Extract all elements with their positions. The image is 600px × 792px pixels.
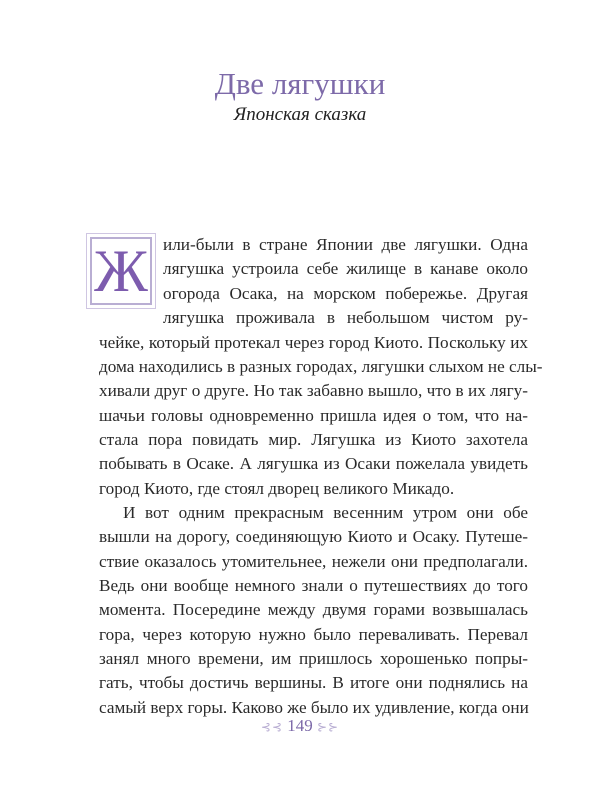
page-footer xyxy=(0,716,600,736)
drop-cap: Ж xyxy=(90,237,152,305)
text-line: стала пора повидать мир. Лягушка из Киото захотела xyxy=(99,430,528,449)
chapter-title: Две лягушки xyxy=(214,66,386,101)
text-line: хивали друг о друге. Но так забавно вышло, что в их лягу- xyxy=(99,381,528,400)
text-line: чейке, который протекал через город Киото. Поскольку их xyxy=(99,333,528,352)
text-line: шачьи головы одновременно пришла идея о том, что на- xyxy=(99,406,528,425)
text-line: гора, через которую нужно было переваливать. Перевал xyxy=(99,625,528,644)
page-number: 149 xyxy=(287,716,313,735)
text-line: или-были в стране Японии две лягушки. Одна xyxy=(163,235,528,254)
ornament-right-icon: ⊱⊱ xyxy=(317,720,340,734)
text-line: занял много времени, им пришлось хорошенько попры- xyxy=(99,649,528,668)
text-line: Ведь они вообще немного знали о путешествиях до того xyxy=(99,576,528,595)
text-line: гать, чтобы достичь вершины. В итоге они поднялись на xyxy=(99,673,528,692)
text-line: лягушка устроила себе жилище в канаве около xyxy=(163,259,528,278)
text-line: дома находились в разных городах, лягушки слыхом не слы- xyxy=(99,357,543,376)
text-line: И вот одним прекрасным весенним утром они обе xyxy=(123,503,528,522)
text-line: лягушка проживала в небольшом чистом ру- xyxy=(163,308,528,327)
text-line: момента. Посередине между двумя горами возвышалась xyxy=(99,600,528,619)
text-line: огорода Осака, на морском побережье. Другая xyxy=(163,284,528,303)
text-line: город Киото, где стоял дворец великого Микадо. xyxy=(99,479,455,498)
chapter-subtitle: Японская сказка xyxy=(233,104,367,125)
text-line: вышли на дорогу, соединяющую Киото и Осаку. Путеше- xyxy=(99,527,528,546)
text-line: побывать в Осаке. А лягушка из Осаки пожелала увидеть xyxy=(99,454,528,473)
ornament-left-icon: ⊰⊰ xyxy=(260,720,283,734)
text-line: ствие оказалось утомительнее, нежели они предполагали. xyxy=(99,552,528,571)
text-line: самый верх горы. Каково же было их удивление, когда они xyxy=(99,698,529,717)
